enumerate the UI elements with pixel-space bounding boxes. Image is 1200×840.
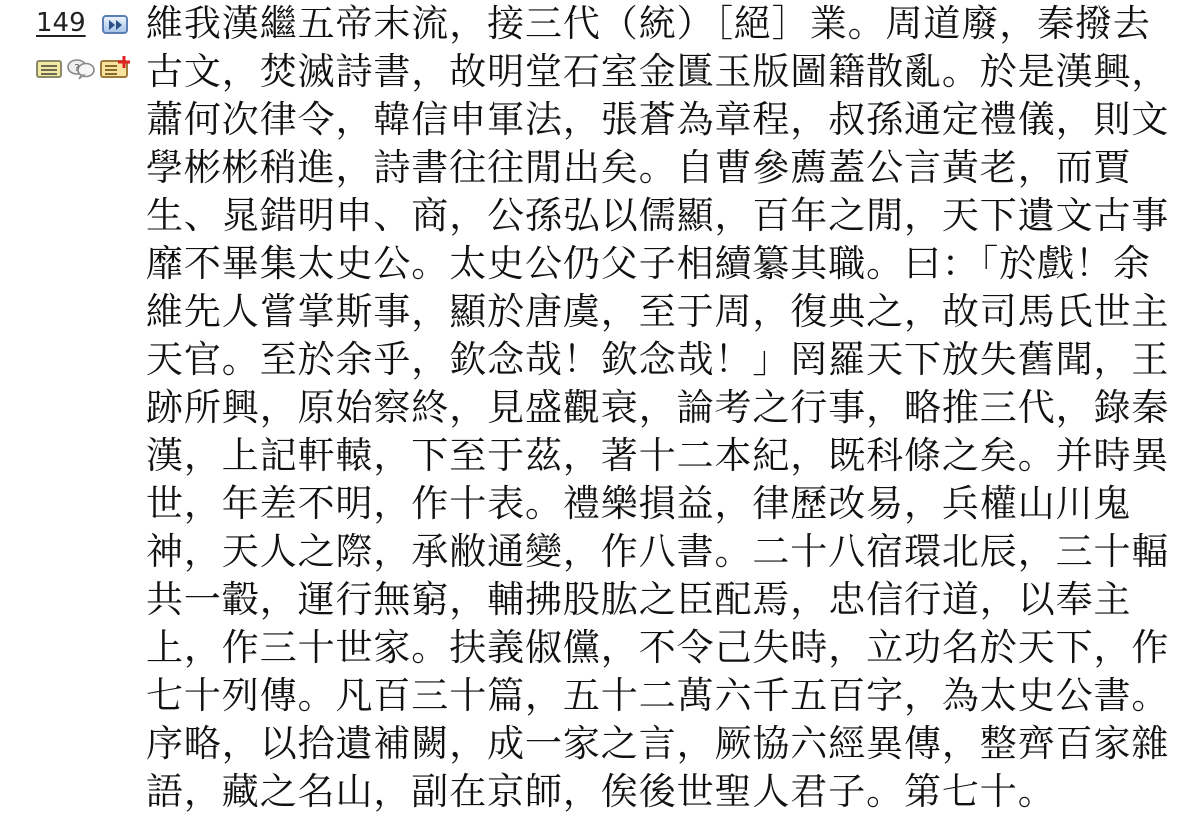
passage-line: 跡所興，原始察終，見盛觀衰，論考之行事，略推三代，錄秦 [146,386,1170,429]
passage-line: 序略，以拾遺補闕，成一家之言，厥協六經異傳，整齊百家雜 [146,722,1170,765]
passage-line: 維我漢繼五帝末流，接三代（統）［絕］業。周道廢，秦撥去 [146,2,1151,45]
passage-line: 學彬彬稍進，詩書往往閒出矣。自曹參薦蓋公言黃老，而賈 [146,146,1132,189]
add-note-icon[interactable] [100,60,128,78]
next-passage-icon[interactable] [102,15,128,34]
parallel-text-icon[interactable] [36,60,62,78]
passage-line: 共一轂，運行無窮，輔拂股肱之臣配焉，忠信行道，以奉主 [146,578,1132,621]
passage-line: 神，天人之際，承敝通變，作八書。二十八宿環北辰，三十輻 [146,530,1170,573]
passage-text [146,0,1196,816]
passage-line: 靡不畢集太史公。太史公仍父子相續纂其職。曰：「於戲！余 [146,242,1151,285]
passage-line: 漢，上記軒轅，下至于茲，著十二本紀，既科條之矣。并時異 [146,434,1170,477]
svg-text:?: ? [74,63,80,74]
passage-line: 天官。至於余乎，欽念哉！欽念哉！」罔羅天下放失舊聞，王 [146,338,1170,381]
discussion-icon[interactable] [66,58,96,80]
passage-number-link[interactable]: 149 [36,8,86,38]
passage-gutter [0,0,140,840]
passage-line: 生、晁錯明申、商，公孫弘以儒顯，百年之閒，天下遺文古事 [146,194,1170,237]
passage-line: 七十列傳。凡百三十篇，五十二萬六千五百字，為太史公書。 [146,674,1170,717]
passage-line: 蕭何次律令，韓信申軍法，張蒼為章程，叔孫通定禮儀，則文 [146,98,1170,141]
passage-line: 上，作三十世家。扶義俶儻，不令己失時，立功名於天下，作 [146,626,1170,669]
passage-line: 世，年差不明，作十表。禮樂損益，律歷改易，兵權山川鬼 [146,482,1132,525]
passage-line: 古文，焚滅詩書，故明堂石室金匱玉版圖籍散亂。於是漢興， [146,50,1170,93]
passage-line: 維先人嘗掌斯事，顯於唐虞，至于周，復典之，故司馬氏世主 [146,290,1170,333]
passage-line: 語，藏之名山，副在京師，俟後世聖人君子。第七十。 [146,770,1056,813]
